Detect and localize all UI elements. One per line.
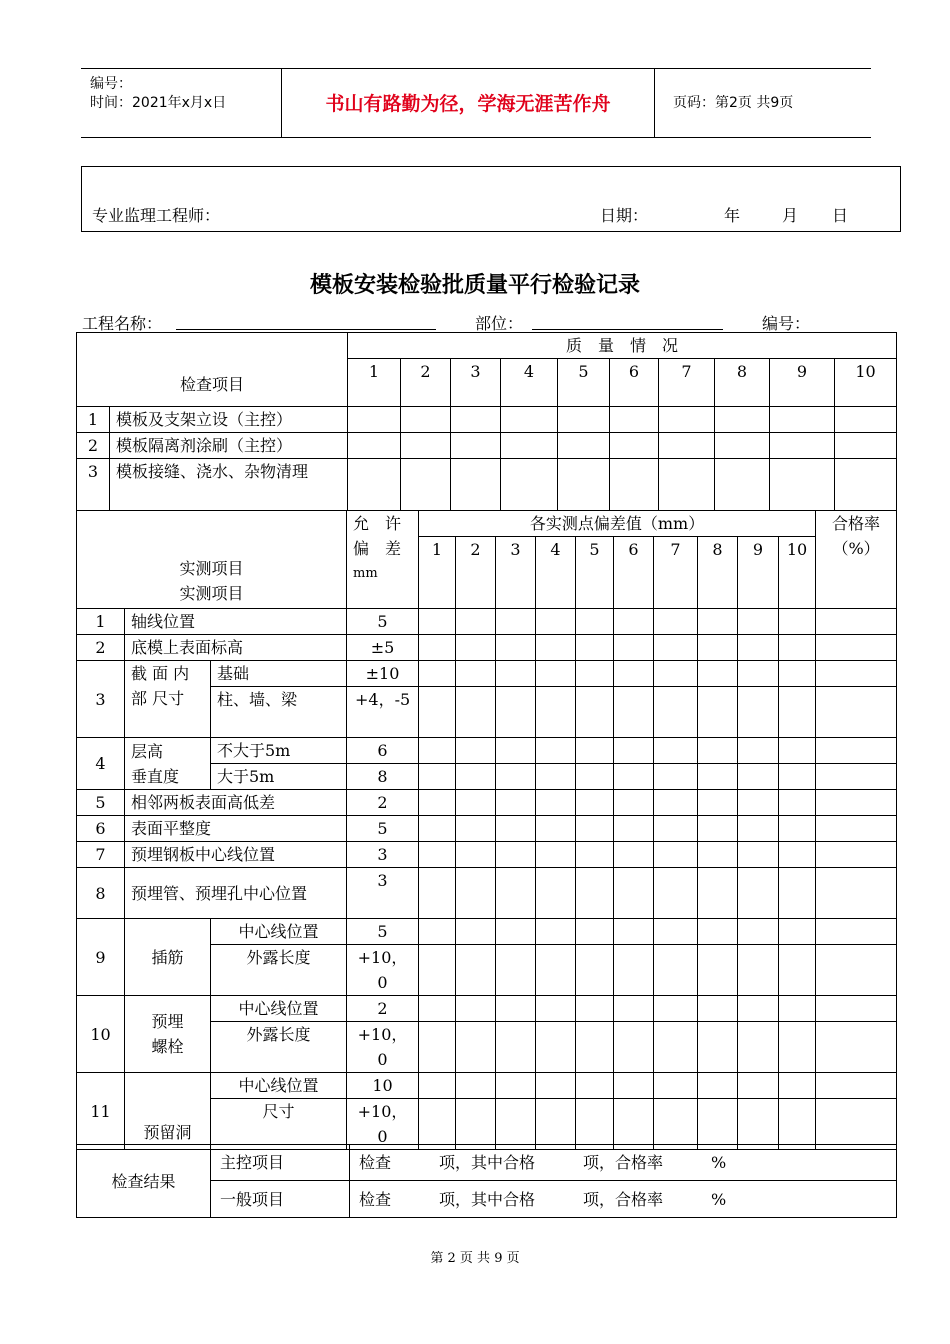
measure-col-header: 7 bbox=[654, 537, 698, 609]
measure-table bbox=[76, 510, 897, 1150]
row-label: 插筋 bbox=[125, 919, 211, 996]
pass-rate-header: 合格率 bbox=[832, 514, 881, 533]
allow-header: 偏 差 bbox=[353, 539, 402, 558]
allowed-deviation: +4，-5 bbox=[347, 687, 419, 738]
row-label: 层高 bbox=[131, 741, 164, 761]
result-main-label: 主控项目 bbox=[211, 1145, 350, 1181]
row-sub-label: 中心线位置 bbox=[211, 996, 347, 1022]
table-row bbox=[77, 635, 897, 661]
table-row bbox=[77, 816, 897, 842]
page-header bbox=[81, 68, 871, 138]
result-general-label: 一般项目 bbox=[211, 1181, 350, 1218]
row-label: 预埋 bbox=[151, 1012, 184, 1031]
project-name-label: 工程名称： bbox=[82, 314, 163, 333]
row-sub-label: 柱、墙、梁 bbox=[211, 687, 347, 738]
quality-col-header: 10 bbox=[835, 359, 897, 407]
table-row bbox=[77, 661, 897, 687]
row-number: 2 bbox=[77, 635, 125, 661]
table-row bbox=[77, 738, 897, 764]
supervisor-month: 月 bbox=[782, 206, 799, 225]
row-sub-label: 中心线位置 bbox=[211, 919, 347, 945]
row-label: 相邻两板表面高低差 bbox=[125, 790, 347, 816]
row-number: 5 bbox=[77, 790, 125, 816]
quality-header: 质 量 情 况 bbox=[348, 333, 897, 359]
quality-col-header: 4 bbox=[501, 359, 558, 407]
row-label: 预埋钢板中心线位置 bbox=[125, 842, 347, 868]
pass-rate-header-cell bbox=[816, 511, 897, 609]
row-number: 9 bbox=[77, 919, 125, 996]
allowed-deviation: 5 bbox=[347, 919, 419, 945]
measure-col-header: 8 bbox=[698, 537, 738, 609]
quality-col-header: 7 bbox=[659, 359, 715, 407]
allowed-deviation: 3 bbox=[347, 842, 419, 868]
row-label: 表面平整度 bbox=[125, 816, 347, 842]
measure-col-header: 6 bbox=[614, 537, 654, 609]
table-row bbox=[77, 842, 897, 868]
row-label: 预留洞 bbox=[125, 1073, 211, 1150]
quality-col-header: 6 bbox=[610, 359, 659, 407]
measure-col-header: 10 bbox=[779, 537, 816, 609]
allow-header-cell bbox=[347, 511, 419, 609]
row-number: 4 bbox=[77, 738, 125, 790]
allowed-deviation: 6 bbox=[347, 738, 419, 764]
allowed-deviation: +10，0 bbox=[347, 1022, 419, 1073]
part-label: 部位： bbox=[475, 314, 524, 333]
result-main-text: 检查 项，其中合格 项，合格率 % bbox=[350, 1145, 897, 1181]
table-row bbox=[77, 996, 897, 1022]
doc-time-label: 时间：2021年x月x日 bbox=[90, 95, 227, 111]
row-sub-label: 外露长度 bbox=[211, 945, 347, 996]
allowed-deviation: 3 bbox=[347, 868, 419, 919]
result-table bbox=[76, 1144, 897, 1218]
row-label-cell bbox=[125, 738, 211, 790]
measure-col-header: 2 bbox=[456, 537, 496, 609]
allowed-deviation: +10，0 bbox=[347, 945, 419, 996]
row-sub-label: 大于5m bbox=[211, 764, 347, 790]
row-label-cell bbox=[125, 996, 211, 1073]
part-field[interactable] bbox=[532, 329, 723, 330]
row-number: 11 bbox=[77, 1073, 125, 1150]
row-sub-label: 尺寸 bbox=[211, 1099, 347, 1150]
doc-number-label: 编号： bbox=[90, 76, 132, 92]
page-footer: 第 2 页 共 9 页 bbox=[430, 1251, 520, 1266]
row-number: 1 bbox=[77, 407, 110, 433]
row-label: 轴线位置 bbox=[125, 609, 347, 635]
result-label: 检查结果 bbox=[77, 1145, 211, 1218]
row-label: 底模上表面标高 bbox=[125, 635, 347, 661]
row-label-cell bbox=[125, 661, 211, 738]
table-row bbox=[77, 433, 897, 459]
quality-col-header: 8 bbox=[715, 359, 770, 407]
row-number: 3 bbox=[77, 661, 125, 738]
table-row bbox=[77, 609, 897, 635]
allowed-deviation: +10，0 bbox=[347, 1099, 419, 1150]
supervisor-year: 年 bbox=[724, 206, 741, 225]
table-row bbox=[77, 790, 897, 816]
row-label: 螺栓 bbox=[151, 1037, 184, 1056]
measure-col-header: 9 bbox=[738, 537, 779, 609]
measure-item-header: 实测项目 bbox=[179, 583, 244, 603]
row-label: 模板接缝、浇水、杂物清理 bbox=[110, 459, 348, 511]
allow-header: 允 许 bbox=[353, 514, 402, 533]
supervisor-date-label: 日期： bbox=[600, 206, 649, 225]
row-number: 10 bbox=[77, 996, 125, 1073]
allowed-deviation: 2 bbox=[347, 790, 419, 816]
allow-header-unit: mm bbox=[353, 566, 378, 581]
allowed-deviation: ±10 bbox=[347, 661, 419, 687]
header-page-label bbox=[663, 69, 871, 137]
row-number: 8 bbox=[77, 868, 125, 919]
result-general-text: 检查 项，其中合格 项，合格率 % bbox=[350, 1181, 897, 1218]
row-sub-label: 基础 bbox=[211, 661, 347, 687]
header-meta bbox=[81, 69, 282, 137]
info-number-label: 编号： bbox=[762, 314, 811, 333]
table-row bbox=[77, 919, 897, 945]
page-title: 模板安装检验批质量平行检验记录 bbox=[309, 273, 640, 298]
project-name-field[interactable] bbox=[176, 329, 436, 330]
row-sub-label: 中心线位置 bbox=[211, 1073, 347, 1099]
supervisor-engineer-label: 专业监理工程师： bbox=[92, 206, 221, 225]
quality-col-header: 1 bbox=[348, 359, 401, 407]
pass-rate-header: （%） bbox=[832, 539, 880, 558]
supervisor-box bbox=[81, 166, 901, 232]
allowed-deviation: ±5 bbox=[347, 635, 419, 661]
measure-col-header: 4 bbox=[536, 537, 576, 609]
allowed-deviation: 10 bbox=[347, 1073, 419, 1099]
quality-col-header: 2 bbox=[401, 359, 451, 407]
allowed-deviation: 2 bbox=[347, 996, 419, 1022]
table-row bbox=[77, 868, 897, 919]
table-row bbox=[77, 459, 897, 511]
table-row bbox=[77, 407, 897, 433]
row-number: 2 bbox=[77, 433, 110, 459]
supervisor-day: 日 bbox=[832, 206, 849, 225]
page-number: 页码：第2页 共9页 bbox=[673, 95, 794, 111]
quality-item-header: 检查项目 bbox=[180, 375, 245, 394]
row-number: 1 bbox=[77, 609, 125, 635]
quality-item-header-cell bbox=[77, 333, 348, 407]
deviation-header: 各实测点偏差值（mm） bbox=[419, 511, 816, 537]
row-number: 6 bbox=[77, 816, 125, 842]
allowed-deviation: 8 bbox=[347, 764, 419, 790]
row-sub-label: 不大于5m bbox=[211, 738, 347, 764]
measure-col-header: 5 bbox=[576, 537, 614, 609]
measure-item-header: 实测项目 bbox=[179, 558, 244, 578]
quality-col-header: 5 bbox=[558, 359, 610, 407]
header-motto: 书山有路勤为径，学海无涯苦作舟 bbox=[282, 69, 655, 137]
allowed-deviation: 5 bbox=[347, 609, 419, 635]
row-label: 截 面 内 部 尺寸 bbox=[131, 664, 190, 708]
row-number: 7 bbox=[77, 842, 125, 868]
row-label: 预埋管、预埋孔中心位置 bbox=[125, 868, 347, 919]
row-label: 垂直度 bbox=[131, 766, 180, 786]
quality-col-header: 3 bbox=[451, 359, 501, 407]
quality-table bbox=[76, 332, 897, 511]
measure-col-header: 3 bbox=[496, 537, 536, 609]
row-label: 模板及支架立设（主控） bbox=[110, 407, 348, 433]
row-sub-label: 外露长度 bbox=[211, 1022, 347, 1073]
quality-col-header: 9 bbox=[770, 359, 835, 407]
measure-col-header: 1 bbox=[419, 537, 456, 609]
row-label: 模板隔离剂涂刷（主控） bbox=[110, 433, 348, 459]
row-number: 3 bbox=[77, 459, 110, 511]
allowed-deviation: 5 bbox=[347, 816, 419, 842]
table-row bbox=[77, 1073, 897, 1099]
measure-item-header-cell bbox=[77, 511, 347, 609]
